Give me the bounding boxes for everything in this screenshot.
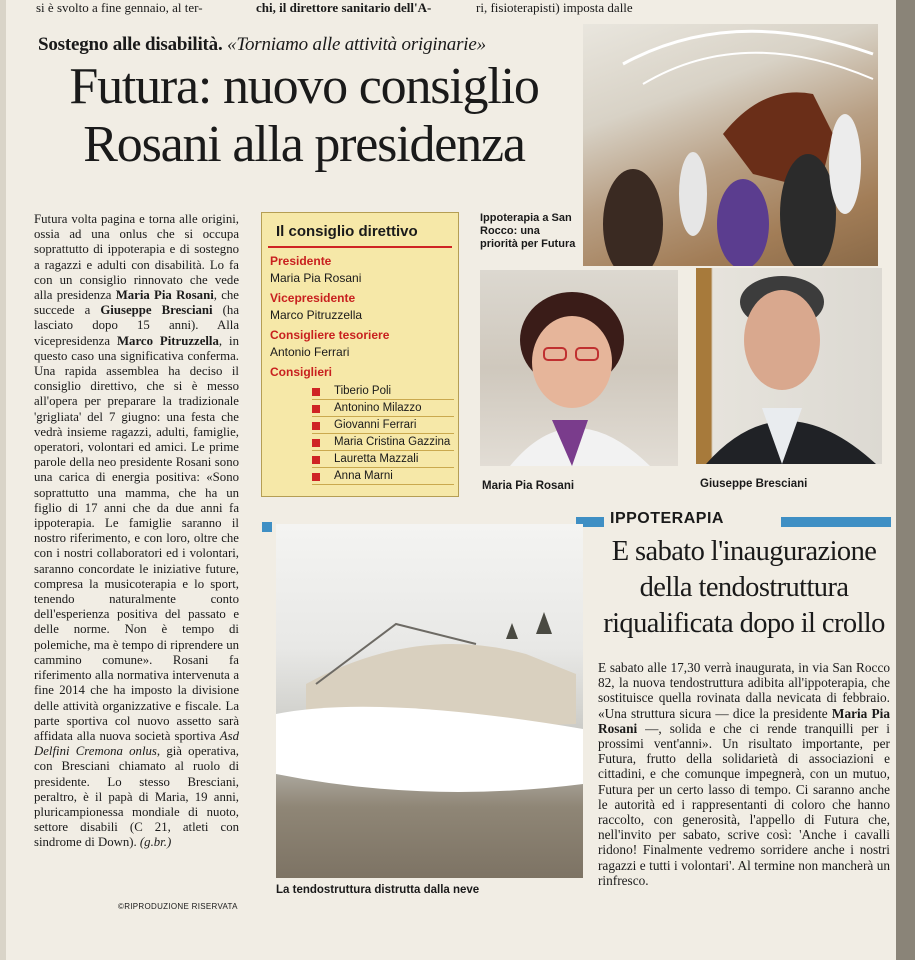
section-bar-right bbox=[781, 517, 891, 527]
top-clipped-text bbox=[6, 0, 896, 18]
member-name: Antonino Milazzo bbox=[334, 402, 422, 414]
body-italic-name: Asd Delfini Cremona onlus bbox=[34, 728, 239, 759]
secondary-headline: E sabato l'inaugurazione della tendostruttura riqualificata dopo il crollo bbox=[603, 536, 885, 639]
main-headline bbox=[34, 58, 574, 174]
body-text: (ha lasciato dopo 15 anni). Alla vicepresidenza bbox=[34, 303, 239, 348]
vice-label: Vicepresidente bbox=[270, 291, 356, 305]
president-label: Presidente bbox=[270, 254, 332, 268]
board-box-title: Il consiglio direttivo bbox=[268, 213, 452, 248]
rosani-portrait bbox=[480, 270, 678, 466]
body-text: E sabato alle 17,30 verrà inaugurata, in via San Rocco 82, la nuova tendostruttura adibita all'ippoterapia, che sostituisce quella rovinata dalla nevicata di febbraio. «Una struttura sicura — dice la presidente bbox=[598, 660, 890, 721]
byline-initials: (g.br.) bbox=[139, 835, 172, 850]
body-bold-name: Giuseppe Bresciani bbox=[100, 303, 213, 318]
body-text: —, solida e che ci rende tranquilli per i prossimi vent'anni». Un risultato importante, per Futura, frutto della solidarietà di associazioni e cittadini, e che comunque impegnerà, con un mutuo, Futura per un certo lasso di tempo. Ci saranno anche le autorità ed i rappresentanti di coloro che hanno raccolto, con generosità, l'appello di Futura che, nell'invito per sabato, scrive così: 'Anche i cavalli ridono! Finalmente vedremo sorridere anche i nostri ragazzi e tutti i volontari'. Al termine non mancherà un rinfresco. bbox=[598, 720, 890, 888]
kicker-bold: Sostegno alle disabilità. bbox=[38, 34, 223, 55]
clip-col-2: chi, il direttore sanitario dell'A- bbox=[256, 0, 432, 15]
section-label: IPPOTERAPIA bbox=[610, 510, 724, 527]
bresciani-portrait-art bbox=[696, 268, 882, 464]
secondary-article-body bbox=[598, 660, 890, 888]
president-name: Maria Pia Rosani bbox=[270, 271, 362, 285]
member-name: Tiberio Poli bbox=[334, 385, 392, 397]
section-bar bbox=[576, 512, 892, 528]
hippotherapy-photo bbox=[583, 24, 878, 266]
body-text: , già operativa, con Bresciani chiamato al ruolo di presidente. Lo stesso Bresciani, peraltro, è il papà di Maria, 19 anni, pluricampionessa mondiale di nuoto, settore disabili (C 21, atleti con sindrome di Down). bbox=[34, 744, 239, 850]
body-text: Futura volta pagina e torna alle origini, ossia ad una onlus che si occupa soprattutto di ippoterapia e di sostegno a ragazzi e adulti con disabilità. Lo fa con un consiglio rinnovato che vede alla presidenza bbox=[34, 212, 239, 303]
members-list bbox=[262, 383, 458, 485]
member-name: Giovanni Ferrari bbox=[334, 419, 417, 431]
members-label: Consiglieri bbox=[270, 365, 333, 379]
member-name: Anna Marni bbox=[334, 470, 393, 482]
rosani-caption: Maria Pia Rosani bbox=[482, 480, 575, 492]
bullet-square-icon bbox=[312, 439, 320, 447]
hippotherapy-caption: Ippoterapia a San Rocco: una priorità per Futura bbox=[480, 212, 576, 250]
body-bold-name: Maria Pia Rosani bbox=[115, 288, 214, 303]
collapsed-tent-photo bbox=[276, 524, 583, 878]
member-item bbox=[312, 400, 454, 417]
treasurer-label: Consigliere tesoriere bbox=[270, 328, 390, 342]
bullet-square-icon bbox=[312, 405, 320, 413]
bullet-square-icon bbox=[312, 388, 320, 396]
member-item bbox=[312, 383, 454, 400]
treasurer-name: Antonio Ferrari bbox=[270, 345, 350, 359]
body-text: , che succede a bbox=[34, 288, 239, 318]
page-edge bbox=[896, 0, 915, 960]
member-item bbox=[312, 434, 454, 451]
member-item bbox=[312, 468, 454, 485]
member-name: Maria Cristina Gazzina bbox=[334, 436, 451, 448]
article-body bbox=[34, 212, 239, 851]
headline-line-2: Rosani alla presidenza bbox=[83, 116, 525, 173]
newspaper-page bbox=[6, 0, 896, 960]
tent-caption: La tendostruttura distrutta dalla neve bbox=[276, 884, 480, 896]
bresciani-portrait bbox=[696, 268, 882, 464]
article-kicker bbox=[38, 34, 486, 56]
rosani-portrait-art bbox=[480, 270, 678, 466]
body-text: , in questo caso una significativa conferma. Una rapida assemblea ha deciso il consiglio direttivo, che si è messo all'opera per preparare la tradizionale 'grigliata' del 7 giugno: una festa che vedrà insieme ragazzi, adulti, famiglie, operatori, volontari ed amici. Le prime parole della neo presidente Rosani sono una carica di energia positiva: «Sono soprattutto una mamma, che ha un figlio di 17 anni che da due anni fa ippoterapia. Le famiglie saranno il nostro riferimento, e con loro, oltre che con i nostri collaboratori ed i volontari, saranno concordate le iniziative future, compresa la musicoterapia e lo sport, tenendo naturalmente conto dell'esperienza positiva del passato e delle norme. Non è tempo di polemiche, ma è tempo di riprendere un cammino comune». Rosani fa riferimento alla normativa intervenuta a fine 2014 che ha imposto la divisione delle attività organizzative e fiscale. La parte sportiva col nuovo assetto sarà affidata alla nuova società sportiva bbox=[34, 333, 239, 743]
member-name: Lauretta Mazzali bbox=[334, 453, 419, 465]
body-bold-name: Maria Pia Rosani bbox=[598, 705, 890, 736]
hippotherapy-photo-art bbox=[583, 24, 878, 266]
clip-col-1: si è svolto a fine gennaio, al ter- bbox=[36, 0, 203, 15]
member-item bbox=[312, 417, 454, 434]
bresciani-caption: Giuseppe Bresciani bbox=[700, 478, 808, 490]
tent-photo-marker bbox=[262, 522, 272, 532]
body-bold-name: Marco Pitruzzella bbox=[116, 333, 219, 348]
bullet-square-icon bbox=[312, 456, 320, 464]
clip-col-3: ri, fisioterapisti) imposta dalle bbox=[476, 0, 633, 15]
kicker-rest: «Torniamo alle attività originarie» bbox=[222, 34, 486, 55]
bullet-square-icon bbox=[312, 473, 320, 481]
copyright-credit: ©RIPRODUZIONE RISERVATA bbox=[118, 902, 238, 911]
headline-line-1: Futura: nuovo consiglio bbox=[69, 58, 539, 115]
board-box bbox=[261, 212, 459, 497]
bullet-square-icon bbox=[312, 422, 320, 430]
member-item bbox=[312, 451, 454, 468]
collapsed-tent-photo-art bbox=[276, 524, 583, 878]
vice-name: Marco Pitruzzella bbox=[270, 308, 363, 322]
